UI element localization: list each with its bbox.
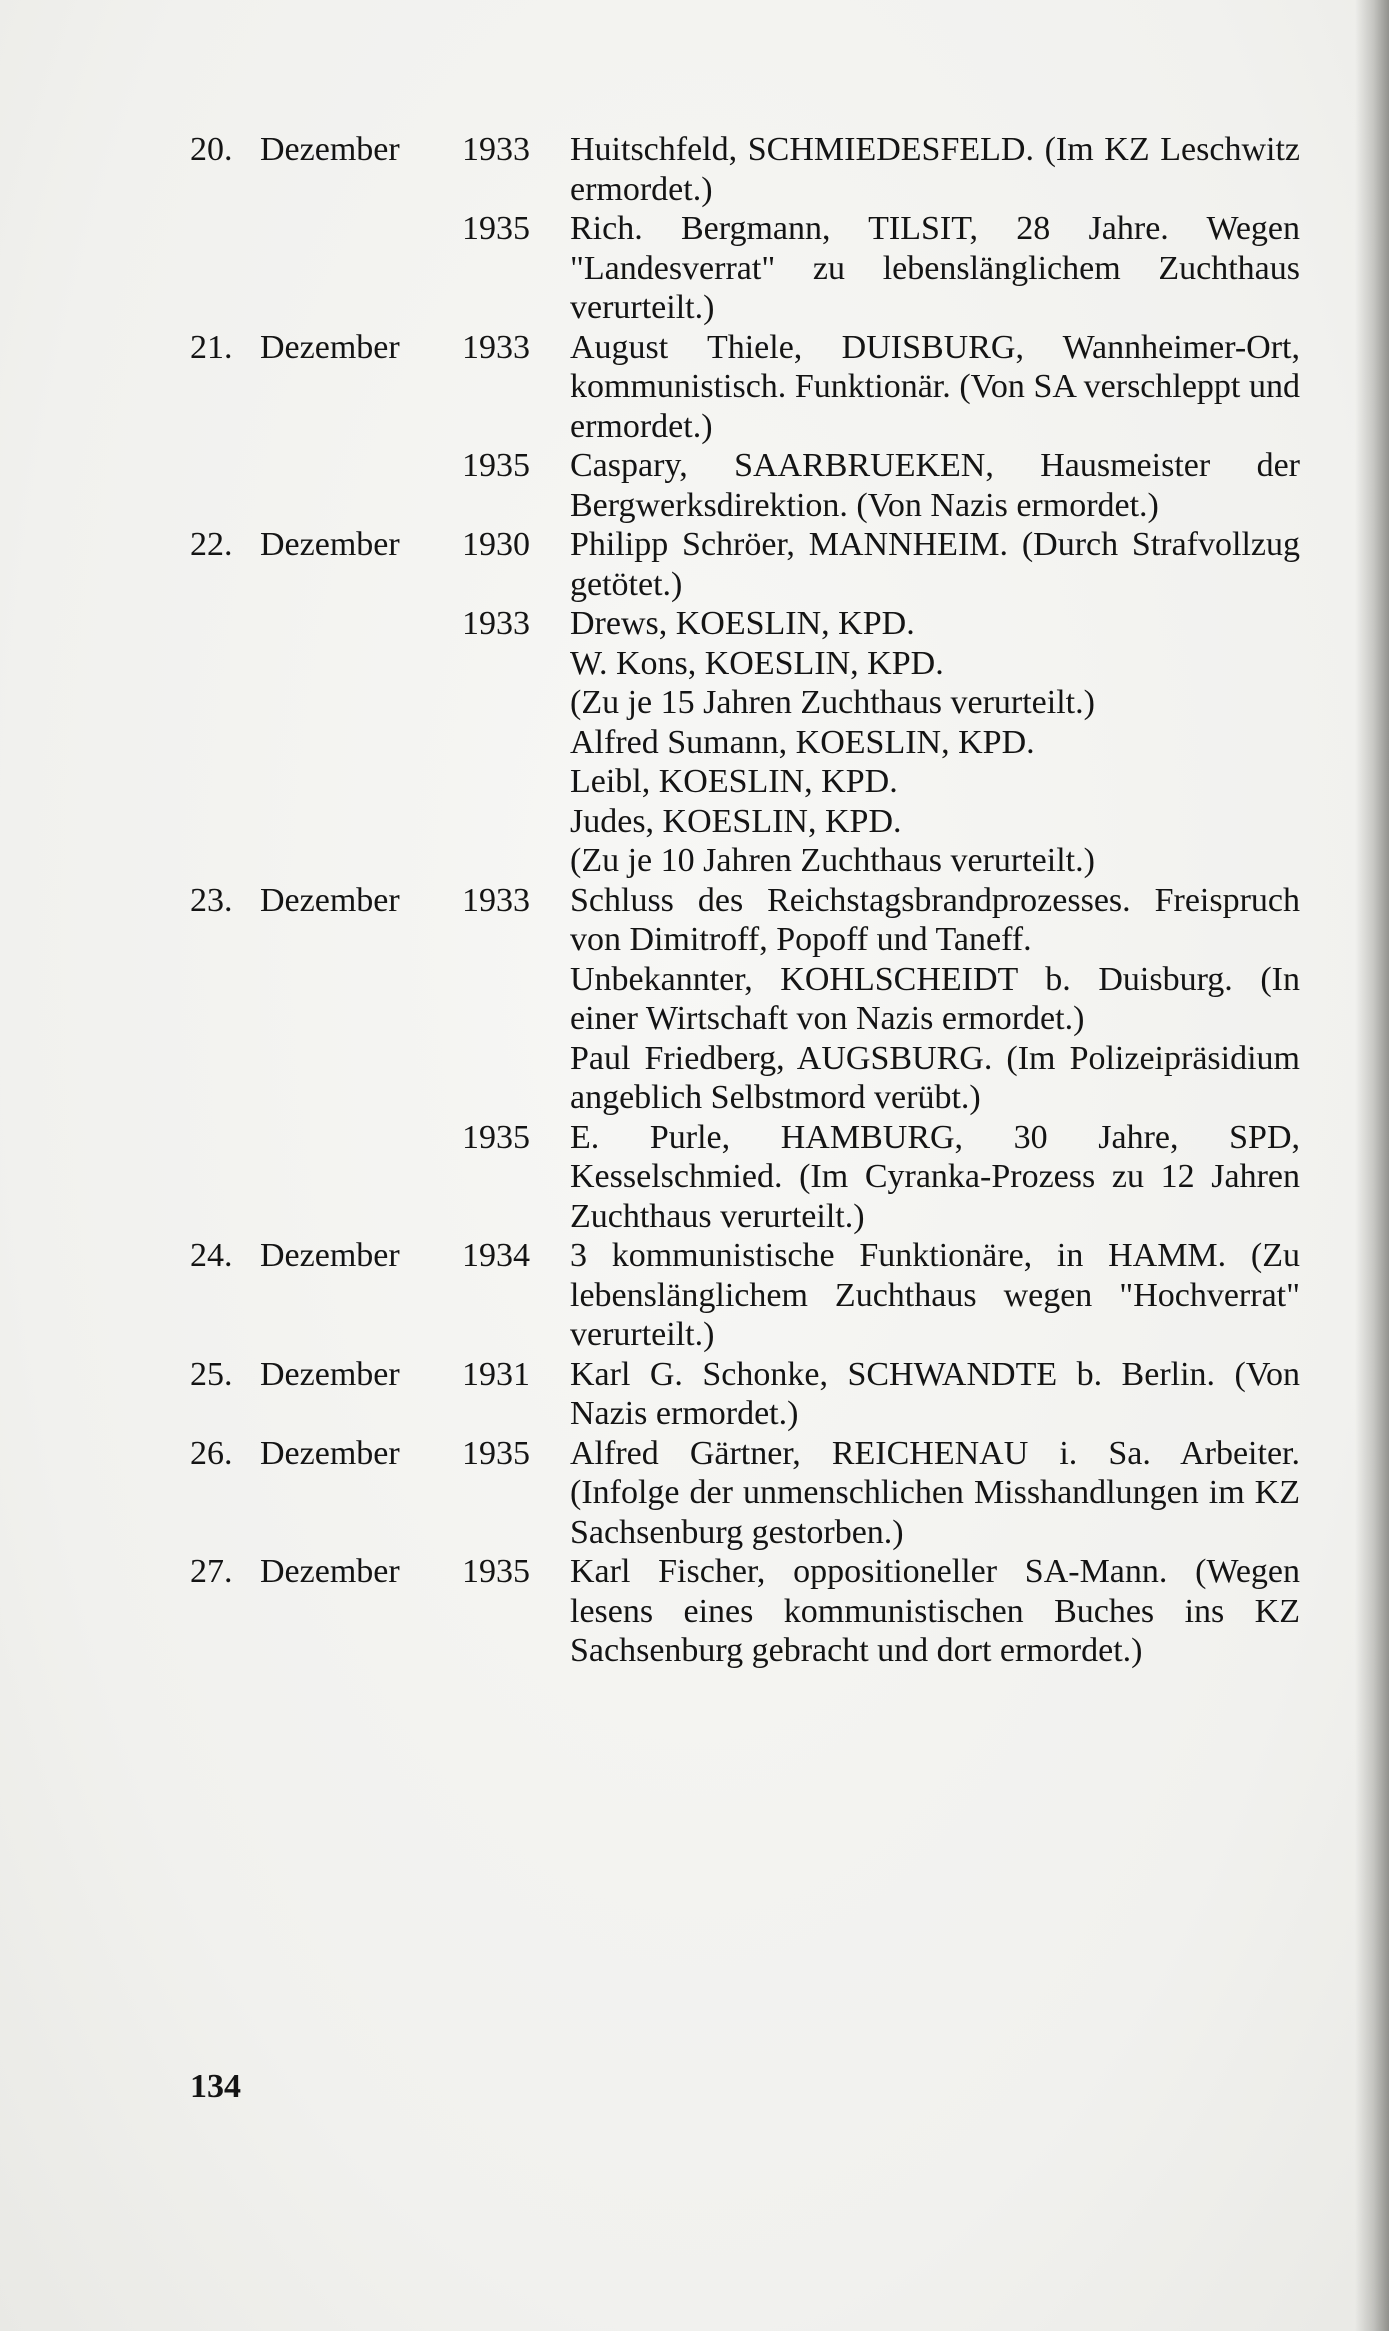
entry-line: (Zu je 10 Jahren Zuchthaus verurteilt.) bbox=[570, 842, 1095, 879]
entry-day: 23. bbox=[190, 881, 233, 919]
entry-line: Rich. Bergmann, TILSIT, 28 Jahre. Wegen "Landesverrat" zu lebenslänglichem Zuchthaus verurteilt.) bbox=[570, 210, 1300, 326]
list-item bbox=[190, 328, 1300, 447]
list-item bbox=[190, 1236, 1300, 1355]
entry-year: 1935 bbox=[462, 1553, 530, 1590]
list-item bbox=[190, 209, 1300, 328]
list-item bbox=[190, 1552, 1300, 1671]
entry-line: Leibl, KOESLIN, KPD. bbox=[570, 763, 898, 800]
list-item bbox=[190, 1355, 1300, 1434]
entry-date bbox=[190, 446, 530, 486]
entry-line: W. Kons, KOESLIN, KPD. bbox=[570, 644, 944, 682]
entry-month: Dezember bbox=[260, 881, 400, 919]
entry-line: Alfred Gärtner, REICHENAU i. Sa. Arbeiter. (Infolge der unmenschlichen Misshandlungen im KZ Sachsenburg gestorben.) bbox=[570, 1434, 1300, 1551]
entry-text bbox=[530, 130, 1300, 209]
entry-line: Huitschfeld, SCHMIEDESFELD. (Im KZ Leschwitz ermordet.) bbox=[570, 131, 1300, 208]
entry-text bbox=[530, 881, 1300, 1118]
entry-month: Dezember bbox=[260, 1434, 400, 1472]
entry-text bbox=[530, 328, 1300, 447]
entry-line: Karl G. Schonke, SCHWANDTE b. Berlin. (Von Nazis ermordet.) bbox=[570, 1355, 1300, 1432]
entry-day: 26. bbox=[190, 1434, 233, 1472]
entry-line: Philipp Schröer, MANNHEIM. (Durch Strafvollzug getötet.) bbox=[570, 526, 1300, 603]
entry-year: 1930 bbox=[462, 526, 530, 563]
entry-month: Dezember bbox=[260, 1355, 400, 1393]
entry-month: Dezember bbox=[260, 328, 400, 366]
entry-line: Judes, KOESLIN, KPD. bbox=[570, 802, 902, 840]
entry-text bbox=[530, 1236, 1300, 1355]
entry-line: Schluss des Reichstagsbrandprozesses. Freispruch von Dimitroff, Popoff und Taneff. bbox=[570, 881, 1300, 958]
entry-date bbox=[190, 130, 530, 170]
entry-day: 22. bbox=[190, 526, 233, 563]
list-item bbox=[190, 525, 1300, 604]
entry-date bbox=[190, 1355, 530, 1395]
entry-date bbox=[190, 328, 530, 368]
entry-year: 1935 bbox=[462, 1434, 530, 1472]
page-number: 134 bbox=[190, 2068, 241, 2105]
entry-year: 1933 bbox=[462, 605, 530, 642]
entry-year: 1935 bbox=[462, 210, 530, 247]
entry-line: Unbekannter, KOHLSCHEIDT b. Duisburg. (In einer Wirtschaft von Nazis ermordet.) bbox=[570, 960, 1300, 1037]
list-item bbox=[190, 1118, 1300, 1237]
entry-line: August Thiele, DUISBURG, Wannheimer-Ort, kommunistisch. Funktionär. (Von SA verschleppt und ermordet.) bbox=[570, 328, 1300, 445]
entry-line: (Zu je 15 Jahren Zuchthaus verurteilt.) bbox=[570, 684, 1095, 721]
entry-day: 20. bbox=[190, 131, 233, 168]
entry-text bbox=[530, 1552, 1300, 1671]
entry-year: 1934 bbox=[462, 1237, 530, 1274]
entry-day: 25. bbox=[190, 1355, 233, 1393]
entry-text bbox=[530, 446, 1300, 525]
entry-line: E. Purle, HAMBURG, 30 Jahre, SPD, Kesselschmied. (Im Cyranka-Prozess zu 12 Jahren Zuchthaus verurteilt.) bbox=[570, 1118, 1300, 1235]
list-item bbox=[190, 446, 1300, 525]
entry-text bbox=[530, 1434, 1300, 1553]
entry-year: 1933 bbox=[462, 881, 530, 919]
list-item bbox=[190, 130, 1300, 209]
entry-month: Dezember bbox=[260, 131, 400, 168]
entry-month: Dezember bbox=[260, 1237, 400, 1274]
entry-day: 21. bbox=[190, 328, 233, 366]
entry-date bbox=[190, 1118, 530, 1158]
entry-date bbox=[190, 1552, 530, 1592]
entry-year: 1931 bbox=[462, 1355, 530, 1393]
entry-date bbox=[190, 1434, 530, 1474]
entry-text bbox=[530, 209, 1300, 328]
entry-year: 1935 bbox=[462, 447, 530, 484]
entry-line: Paul Friedberg, AUGSBURG. (Im Polizeipräsidium angeblich Selbstmord verübt.) bbox=[570, 1039, 1300, 1116]
entry-text bbox=[530, 1355, 1300, 1434]
entry-line: Alfred Sumann, KOESLIN, KPD. bbox=[570, 723, 1035, 761]
entry-month: Dezember bbox=[260, 1553, 400, 1590]
chronology-list bbox=[190, 130, 1300, 1671]
list-item bbox=[190, 1434, 1300, 1553]
entry-text bbox=[530, 525, 1300, 604]
entry-date bbox=[190, 525, 530, 565]
entry-line: Caspary, SAARBRUEKEN, Hausmeister der Bergwerksdirektion. (Von Nazis ermordet.) bbox=[570, 447, 1300, 524]
entry-text bbox=[530, 604, 1300, 881]
entry-year: 1933 bbox=[462, 328, 530, 366]
entry-day: 24. bbox=[190, 1237, 233, 1274]
page-edge-shadow bbox=[1355, 0, 1389, 2331]
entry-date bbox=[190, 604, 530, 644]
entry-year: 1935 bbox=[462, 1118, 530, 1156]
entry-date bbox=[190, 881, 530, 921]
list-item bbox=[190, 604, 1300, 881]
entry-month: Dezember bbox=[260, 526, 400, 563]
list-item bbox=[190, 881, 1300, 1118]
entry-line: 3 kommunistische Funktionäre, in HAMM. (Zu lebenslänglichem Zuchthaus wegen "Hochverrat" verurteilt.) bbox=[570, 1237, 1300, 1353]
entry-year: 1933 bbox=[462, 131, 530, 168]
entry-date bbox=[190, 209, 530, 249]
entry-date bbox=[190, 1236, 530, 1276]
entry-day: 27. bbox=[190, 1553, 233, 1590]
entry-text bbox=[530, 1118, 1300, 1237]
entry-line: Drews, KOESLIN, KPD. bbox=[570, 605, 915, 642]
entry-line: Karl Fischer, oppositioneller SA-Mann. (Wegen lesens eines kommunistischen Buches ins KZ Sachsenburg gebracht und dort ermordet.) bbox=[570, 1553, 1300, 1669]
